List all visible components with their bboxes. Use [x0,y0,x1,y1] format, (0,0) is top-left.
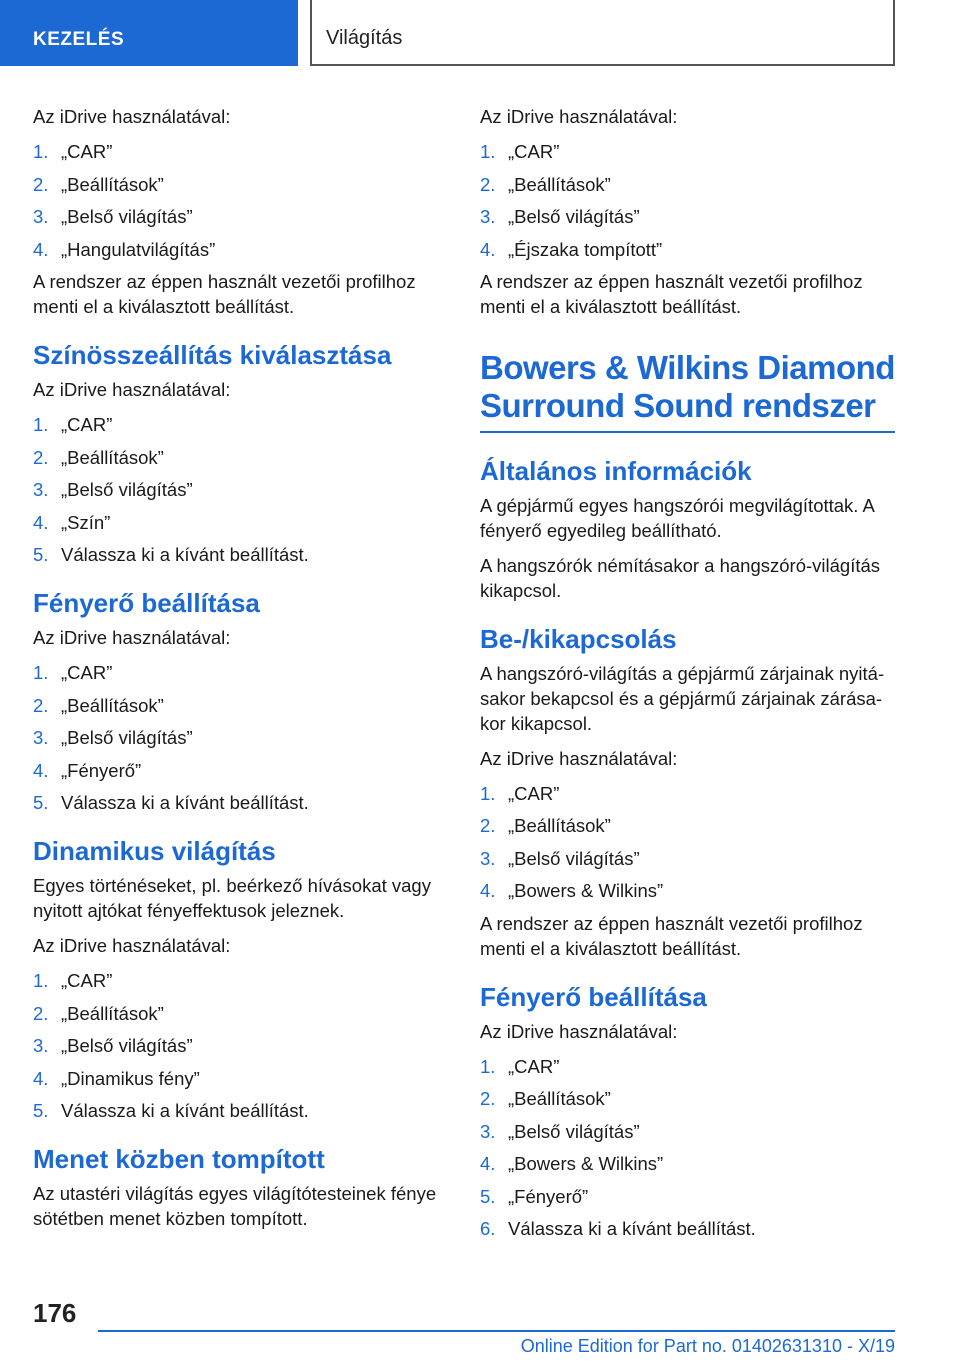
step-number: 1. [480,782,496,804]
step-text: „Szín” [61,511,111,533]
list-item [33,139,453,164]
step-text: „Beállítások” [61,173,164,195]
list-item [33,1098,453,1123]
step-text: „Éjszaka tompított” [508,238,663,260]
list-item [480,1054,895,1079]
section-heading-dimmed: Menet közben tompított [33,1144,325,1174]
step-text: „Belső világítás” [61,206,193,227]
heading-rule [480,431,895,433]
section-heading-brightness: Fényerő beállítása [480,981,707,1012]
list-item [33,237,453,262]
list-item [480,172,895,197]
step-text: „CAR” [61,662,113,683]
idrive-label: Az iDrive használatával: [33,379,231,400]
idrive-label: Az iDrive használatával: [33,106,231,127]
step-text: „Belső világítás” [61,727,193,748]
list-item [33,542,453,567]
step-number: 5. [33,544,49,565]
step-text: „Hangulatvilágítás” [61,238,216,260]
step-text: „Fényerő” [61,759,142,781]
list-item [480,204,895,229]
step-number: 3. [33,727,49,748]
step-number: 2. [33,446,49,468]
list-item [480,237,895,262]
step-list [480,1054,895,1242]
section-text: Egyes történéseket, pl. beérkező hívásokat vagy nyitott ajtókat fényeffektusok jeleznek. [33,875,431,921]
list-item [33,477,453,502]
step-list [480,781,895,904]
step-number: 2. [33,173,49,195]
footer-rule [98,1330,895,1332]
idrive-label: Az iDrive használatával: [480,106,678,127]
step-list [33,968,453,1123]
step-number: 3. [480,206,496,227]
list-item [33,204,453,229]
section-heading-color: Színösszeállítás kiválasztása [33,340,392,370]
step-number: 1. [480,141,496,162]
right-column [480,104,895,1249]
profile-note: A rendszer az éppen használt vezetői profilhoz menti el a kiválasztott beállítást. [33,271,416,317]
step-number: 4. [33,238,49,260]
list-item [480,846,895,871]
step-text: „Beállítások” [508,173,611,195]
profile-note: A rendszer az éppen használt vezetői profilhoz menti el a kiválasztott beállítást. [480,271,863,317]
list-item [33,1001,453,1026]
step-text: „CAR” [508,1055,560,1077]
step-number: 4. [33,759,49,781]
list-item [33,1066,453,1091]
step-number: 4. [480,238,496,260]
list-item [480,1216,895,1241]
step-number: 1. [33,970,49,991]
left-column [33,104,453,1241]
step-number: 4. [33,1067,49,1089]
step-number: 2. [33,1002,49,1024]
step-text: „CAR” [61,970,113,991]
step-text: „CAR” [508,141,560,162]
step-number: 5. [33,792,49,813]
page-header [0,0,960,66]
list-item [33,412,453,437]
step-number: 3. [33,1035,49,1056]
section-heading-dynamic: Dinamikus világítás [33,836,276,866]
idrive-label: Az iDrive használatával: [480,1020,678,1042]
list-item [480,1086,895,1111]
step-text: „CAR” [61,414,113,435]
step-list [33,139,453,262]
step-text: „Beállítások” [61,694,164,716]
list-item [480,1184,895,1209]
profile-note: A rendszer az éppen használt vezetői profilhoz menti el a kiválasztott beállítást. [480,912,863,959]
step-text: Válassza ki a kívánt beállítást. [61,544,309,565]
list-item [33,725,453,750]
step-text: „CAR” [508,782,560,804]
step-text: „Beállítások” [61,446,164,468]
section-heading-general: Általános információk [480,455,752,486]
step-number: 6. [480,1218,496,1239]
step-number: 1. [33,662,49,683]
step-text: „Bowers & Wilkins” [508,1153,664,1174]
step-text: „CAR” [61,141,113,162]
step-number: 3. [480,1120,496,1142]
section-tab: KEZELÉS [0,0,298,66]
step-number: 2. [480,1088,496,1109]
step-text: „Belső világítás” [508,206,640,227]
step-list [33,660,453,815]
step-number: 1. [33,414,49,435]
list-item [33,693,453,718]
list-item [33,758,453,783]
list-item [480,781,895,806]
step-number: 3. [33,479,49,500]
idrive-label: Az iDrive használatával: [33,627,231,648]
step-text: Válassza ki a kívánt beállítást. [61,1100,309,1121]
step-number: 5. [480,1185,496,1207]
step-number: 4. [480,1153,496,1174]
edition-footer: Online Edition for Part no. 01402631310 - X/19 [520,1336,895,1356]
step-text: „Bowers & Wilkins” [508,880,664,901]
step-text: „Beállítások” [61,1002,164,1024]
section-text: Az utastéri világítás egyes világítótesteinek fénye sötétben menet közben tompított. [33,1183,437,1229]
list-item [480,139,895,164]
list-item [480,1151,895,1176]
step-text: „Beállítások” [508,815,611,836]
list-item [33,790,453,815]
section-text: A hangszóró-világítás a gépjármű zárjainak nyitásakor bekapcsol és a gépjármű zárjainak zárásakor kikapcsol. [480,662,885,734]
step-number: 2. [480,815,496,836]
section-text: A gépjármű egyes hangszórói megvilágítottak. A fényerő egyedileg beállítható. [480,494,874,541]
list-item [33,968,453,993]
section-heading-brightness: Fényerő beállítása [33,588,260,618]
step-text: „Belső világítás” [508,847,640,869]
step-text: „Fényerő” [508,1185,589,1207]
step-number: 2. [480,173,496,195]
step-text: „Belső világítás” [508,1120,640,1142]
list-item [480,1119,895,1144]
step-text: „Belső világítás” [61,479,193,500]
list-item [33,660,453,685]
section-heading-onoff: Be-/kikapcsolás [480,623,677,654]
step-list [480,139,895,262]
step-number: 4. [33,511,49,533]
step-text: Válassza ki a kívánt beállítást. [508,1218,756,1239]
step-text: „Beállítások” [508,1088,611,1109]
step-number: 5. [33,1100,49,1121]
step-text: „Dinamikus fény” [61,1067,200,1089]
idrive-label: Az iDrive használatával: [480,747,678,769]
chapter-heading: Bowers & Wilkins Diamond Surround Sound rendszer [480,349,895,424]
step-number: 3. [33,206,49,227]
list-item [33,510,453,535]
list-item [33,172,453,197]
idrive-label: Az iDrive használatával: [33,935,231,956]
step-number: 2. [33,694,49,716]
list-item [480,813,895,838]
list-item [33,1033,453,1058]
step-number: 4. [480,880,496,901]
step-number: 1. [480,1055,496,1077]
page-number: 176 [33,1298,77,1328]
chapter-tab: Világítás [310,0,895,66]
section-text: A hangszórók némításakor a hangszóró-világítás kikapcsol. [480,554,881,601]
step-number: 1. [33,141,49,162]
step-number: 3. [480,847,496,869]
step-list [33,412,453,567]
step-text: „Belső világítás” [61,1035,193,1056]
list-item [480,878,895,903]
step-text: Válassza ki a kívánt beállítást. [61,792,309,813]
list-item [33,445,453,470]
